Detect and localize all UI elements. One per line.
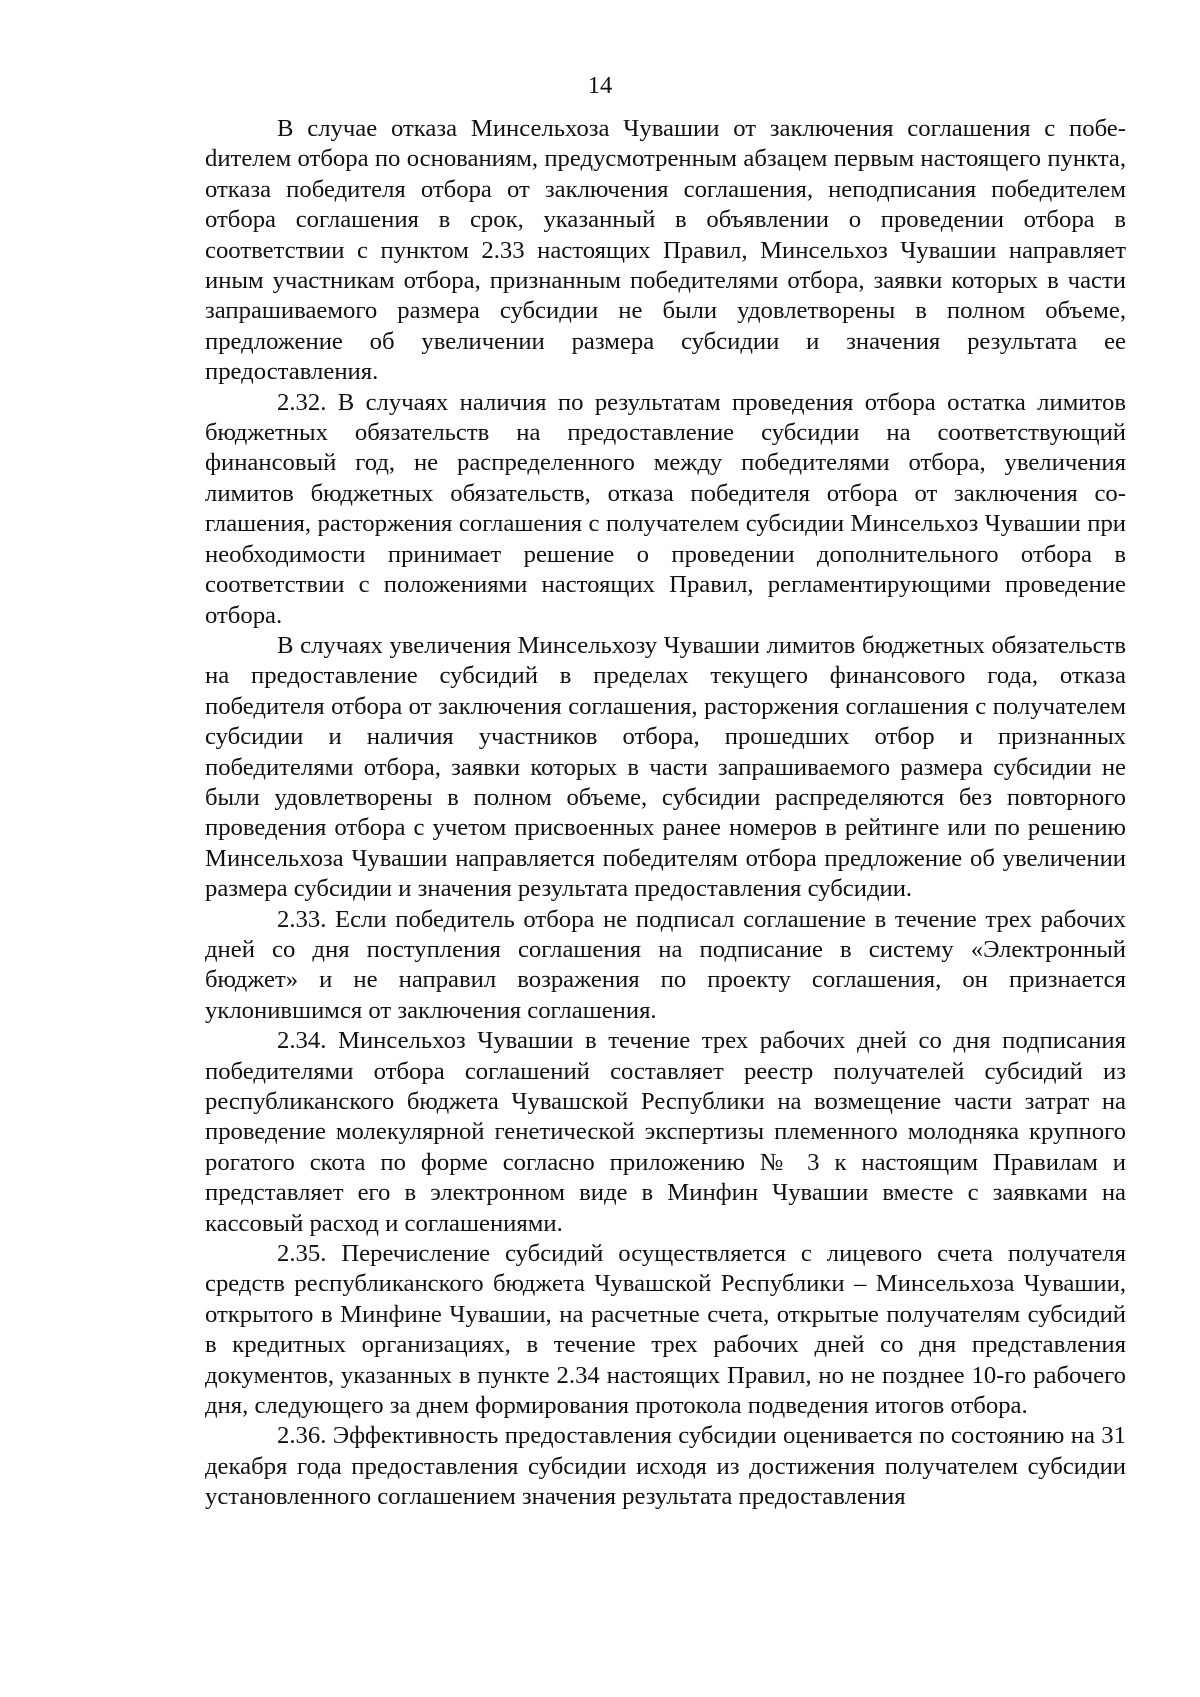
page-number: 14 bbox=[587, 72, 613, 99]
paragraph-2-36: 2.36. Эффективность предоставления субсидии оценивается по состоянию на 31 декабря года предоставления субсидии исходя из достижения получателем субсидии установленного соглашением значения результата предоставления bbox=[205, 1422, 1126, 1511]
paragraph-limits-increase: В случаях увеличения Минсельхозу Чувашии лимитов бюджетных обязательств на предоставление субсидий в пределах текущего финансового года, отказа победителя отбора от заключения соглашения, расторжения соглашения с получателем субсидии и наличия участников отбора, прошедших отбор и признанных победителями отбора, заявки которых в части запрашиваемого размера субсидии не были удовлетворены в полном объеме, субсидии распределяются без повторного проведения отбора с учетом присвоенных ранее номеров в рейтинге или по решению Минсельхоза Чувашии направляется победителям отбора предложение об увеличении размера субсидии и значения результата предоставления субсидии. bbox=[205, 631, 1126, 903]
paragraph-2-33: 2.33. Если победитель отбора не подписал соглашение в течение трех рабочих дней со дня поступления соглашения на подписание в систему «Электронный бюджет» и не направил возражения по проекту соглашения, он признается уклонившимся от заключения соглашения. bbox=[205, 905, 1126, 1024]
paragraph-refusal-procedure: В случае отказа Минсельхоза Чувашии от заключения соглашения с побеdителем отбора по основаниям, предусмотренным абзацем первым настоящего пункта, отказа победителя отбора от заключения соглашения, неподписания победителем отбора соглашения в срок, указанный в объявлении о проведении отбора в соответствии с пунктом 2.33 настоящих Правил, Минсельхоз Чувашии направляет иным участникам отбора, признанным победителями отбора, заявки которых в части запрашиваемого размера субсидии не были удовлетворены в полном объеме, предложение об увеличении размера субсидии и значения результата ее предоставления. bbox=[205, 115, 1126, 386]
paragraph-2-35: 2.35. Перечисление субсидий осуществляется с лицевого счета получателя средств республиканского бюджета Чувашской Республики – Минсельхоза Чувашии, открытого в Минфине Чувашии, на расчетные счета, открытые получателям субсидий в кредитных организациях, в течение трех рабочих дней со дня представления документов, указанных в пункте 2.34 настоящих Правил, но не позднее 10-го рабочего дня, следующего за днем формирования протокола подведения итогов отбора. bbox=[205, 1240, 1126, 1420]
document-body bbox=[205, 114, 1126, 1513]
paragraph-2-32: 2.32. В случаях наличия по результатам проведения отбора остатка лимитов бюджетных обязательств на предоставление субсидии на соответствующий финансовый год, не распределенного между победителями отбора, увеличения лимитов бюджетных обязательств, отказа победителя отбора от заключения соглашения, расторжения соглашения с получателем субсидии Минсельхоз Чувашии при необходимости принимает решение о проведении дополнительного отбора в соответствии с положениями настоящих Правил, регламентирующими проведение отбора. bbox=[205, 388, 1126, 629]
paragraph-2-34: 2.34. Минсельхоз Чувашии в течение трех рабочих дней со дня подписания победителями отбора соглашений составляет реестр получателей субсидий из республиканского бюджета Чувашской Республики на возмещение части затрат на проведение молекулярной генетической экспертизы племенного молодняка крупного рогатого скота по форме согласно приложению № 3 к настоящим Правилам и представляет его в электронном виде в Минфин Чувашии вместе с заявками на кассовый расход и соглашениями. bbox=[205, 1027, 1126, 1237]
